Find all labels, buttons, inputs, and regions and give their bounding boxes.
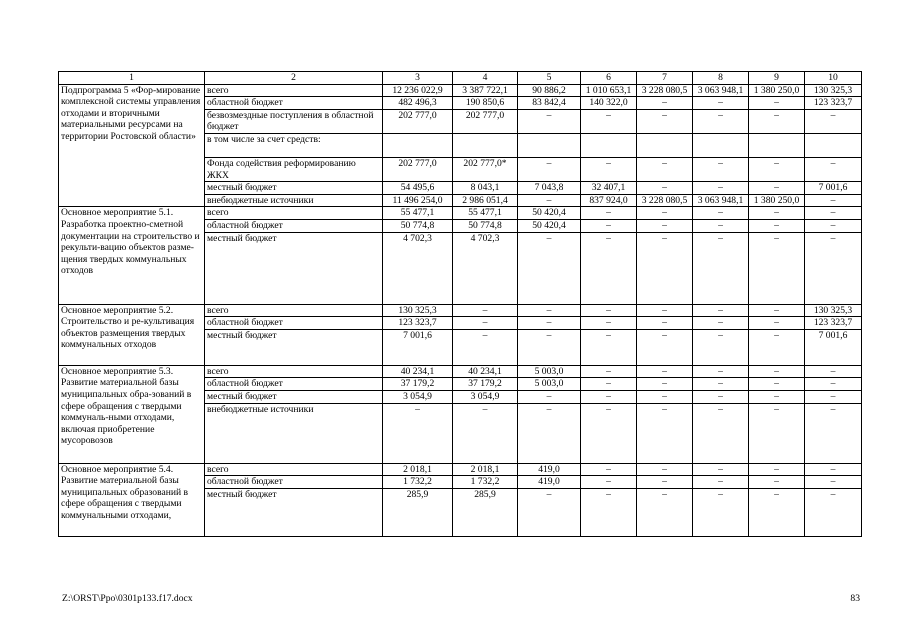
amount-cell: – <box>581 329 637 365</box>
amount-cell <box>637 133 693 157</box>
amount-cell: – <box>805 232 862 304</box>
amount-cell: – <box>749 476 805 489</box>
amount-cell: 202 777,0 <box>383 109 453 133</box>
amount-cell: – <box>693 109 749 133</box>
amount-cell: 123 323,7 <box>383 317 453 330</box>
program-title-cell: Основное мероприятие 5.4. Развитие материальной базы муниципальных образований в сфере обращения с твердыми коммунальными отходами, <box>59 463 205 536</box>
amount-cell: 285,9 <box>453 488 518 536</box>
funding-source-cell: местный бюджет <box>205 390 383 403</box>
amount-cell: – <box>518 390 581 403</box>
amount-cell: 12 236 022,9 <box>383 84 453 97</box>
table-row <box>59 304 862 317</box>
amount-cell: – <box>637 365 693 378</box>
amount-cell: – <box>518 329 581 365</box>
column-header: 10 <box>805 72 862 85</box>
amount-cell: 55 477,1 <box>453 207 518 220</box>
amount-cell: – <box>805 488 862 536</box>
table-row <box>59 207 862 220</box>
funding-source-cell: областной бюджет <box>205 317 383 330</box>
amount-cell: – <box>637 182 693 195</box>
column-header: 5 <box>518 72 581 85</box>
amount-cell: 32 407,1 <box>581 182 637 195</box>
amount-cell: 83 842,4 <box>518 97 581 110</box>
amount-cell: 3 063 948,1 <box>693 84 749 97</box>
amount-cell: – <box>805 390 862 403</box>
amount-cell: – <box>749 157 805 181</box>
amount-cell: 190 850,6 <box>453 97 518 110</box>
program-title-cell: Основное мероприятие 5.1. Разработка проектно-сметной документации на строительство и рекульти-вацию объектов разме-щения твердых коммунальных отходов <box>59 207 205 304</box>
amount-cell: – <box>581 390 637 403</box>
amount-cell: – <box>805 194 862 207</box>
funding-source-cell: всего <box>205 84 383 97</box>
amount-cell: – <box>749 219 805 232</box>
amount-cell: 482 496,3 <box>383 97 453 110</box>
amount-cell: 7 001,6 <box>805 182 862 195</box>
amount-cell: – <box>749 109 805 133</box>
amount-cell: – <box>518 304 581 317</box>
amount-cell <box>518 133 581 157</box>
funding-source-cell: всего <box>205 463 383 476</box>
amount-cell: 1 010 653,1 <box>581 84 637 97</box>
amount-cell: 1 380 250,0 <box>749 194 805 207</box>
amount-cell: 285,9 <box>383 488 453 536</box>
funding-source-cell: всего <box>205 304 383 317</box>
amount-cell: 90 886,2 <box>518 84 581 97</box>
amount-cell: – <box>693 476 749 489</box>
amount-cell: – <box>693 365 749 378</box>
amount-cell: 3 228 080,5 <box>637 84 693 97</box>
amount-cell: – <box>637 463 693 476</box>
funding-source-cell: областной бюджет <box>205 476 383 489</box>
amount-cell: – <box>693 232 749 304</box>
column-header: 6 <box>581 72 637 85</box>
amount-cell: 55 477,1 <box>383 207 453 220</box>
amount-cell: – <box>749 329 805 365</box>
amount-cell: – <box>581 317 637 330</box>
amount-cell: – <box>693 403 749 463</box>
amount-cell: 7 001,6 <box>383 329 453 365</box>
amount-cell: 130 325,3 <box>383 304 453 317</box>
amount-cell: 2 018,1 <box>453 463 518 476</box>
amount-cell: 7 001,6 <box>805 329 862 365</box>
amount-cell: – <box>518 403 581 463</box>
amount-cell: 140 322,0 <box>581 97 637 110</box>
amount-cell: 5 003,0 <box>518 365 581 378</box>
amount-cell: – <box>518 194 581 207</box>
amount-cell: – <box>581 403 637 463</box>
funding-source-cell: областной бюджет <box>205 97 383 110</box>
amount-cell: 3 063 948,1 <box>693 194 749 207</box>
amount-cell: – <box>805 207 862 220</box>
funding-source-cell: внебюджетные источники <box>205 403 383 463</box>
amount-cell: – <box>518 157 581 181</box>
amount-cell: – <box>749 304 805 317</box>
amount-cell: – <box>581 207 637 220</box>
amount-cell: – <box>637 304 693 317</box>
amount-cell: – <box>637 97 693 110</box>
amount-cell: – <box>637 378 693 391</box>
amount-cell: 50 420,4 <box>518 207 581 220</box>
amount-cell: – <box>581 463 637 476</box>
amount-cell: – <box>693 329 749 365</box>
amount-cell: 3 054,9 <box>383 390 453 403</box>
amount-cell: – <box>518 232 581 304</box>
amount-cell: – <box>581 219 637 232</box>
program-title-cell: Подпрограмма 5 «Фор-мирование комплексной системы управления отходами и вторичными материальными ресурсами на территории Ростовской области» <box>59 84 205 207</box>
funding-source-cell: всего <box>205 207 383 220</box>
amount-cell: 37 179,2 <box>453 378 518 391</box>
amount-cell: 37 179,2 <box>383 378 453 391</box>
amount-cell: – <box>805 476 862 489</box>
amount-cell: – <box>749 403 805 463</box>
amount-cell: 40 234,1 <box>453 365 518 378</box>
amount-cell: – <box>805 157 862 181</box>
column-header: 1 <box>59 72 205 85</box>
column-header: 9 <box>749 72 805 85</box>
amount-cell: 2 986 051,4 <box>453 194 518 207</box>
amount-cell: – <box>749 232 805 304</box>
amount-cell: – <box>749 390 805 403</box>
amount-cell: 202 777,0 <box>383 157 453 181</box>
amount-cell: 40 234,1 <box>383 365 453 378</box>
column-header: 3 <box>383 72 453 85</box>
amount-cell: – <box>749 207 805 220</box>
amount-cell: – <box>518 109 581 133</box>
program-title-cell: Основное мероприятие 5.3. Развитие материальной базы муниципальных обра-зований в сфере обращения с твердыми коммуналь-ными отходами, включая приобретение мусоровозов <box>59 365 205 463</box>
amount-cell: – <box>805 378 862 391</box>
amount-cell: 123 323,7 <box>805 97 862 110</box>
table-body <box>59 72 862 537</box>
amount-cell: – <box>637 207 693 220</box>
amount-cell: – <box>637 317 693 330</box>
funding-source-cell: в том числе за счет средств: <box>205 133 383 157</box>
amount-cell <box>581 133 637 157</box>
amount-cell: – <box>453 317 518 330</box>
amount-cell: – <box>637 232 693 304</box>
amount-cell: 50 774,8 <box>453 219 518 232</box>
amount-cell: – <box>453 403 518 463</box>
amount-cell: – <box>637 219 693 232</box>
amount-cell: 202 777,0 <box>453 109 518 133</box>
funding-source-cell: местный бюджет <box>205 182 383 195</box>
amount-cell: – <box>749 365 805 378</box>
amount-cell: – <box>693 219 749 232</box>
amount-cell: – <box>693 488 749 536</box>
amount-cell: – <box>637 403 693 463</box>
amount-cell: 130 325,3 <box>805 84 862 97</box>
amount-cell: 1 732,2 <box>453 476 518 489</box>
amount-cell: – <box>453 304 518 317</box>
amount-cell: – <box>693 378 749 391</box>
amount-cell: – <box>693 463 749 476</box>
amount-cell: – <box>637 476 693 489</box>
amount-cell: 1 732,2 <box>383 476 453 489</box>
amount-cell: 11 496 254,0 <box>383 194 453 207</box>
amount-cell: – <box>749 488 805 536</box>
table-row <box>59 84 862 97</box>
amount-cell: 202 777,0* <box>453 157 518 181</box>
amount-cell: – <box>637 109 693 133</box>
page-number: 83 <box>850 593 860 604</box>
funding-source-cell: местный бюджет <box>205 232 383 304</box>
amount-cell: – <box>637 157 693 181</box>
amount-cell <box>383 133 453 157</box>
amount-cell: 419,0 <box>518 463 581 476</box>
amount-cell: – <box>749 97 805 110</box>
column-header: 2 <box>205 72 383 85</box>
funding-source-cell: местный бюджет <box>205 329 383 365</box>
amount-cell: – <box>805 403 862 463</box>
amount-cell: – <box>749 182 805 195</box>
funding-source-cell: безвозмездные поступления в областной бюджет <box>205 109 383 133</box>
amount-cell: 419,0 <box>518 476 581 489</box>
amount-cell: 3 387 722,1 <box>453 84 518 97</box>
amount-cell: 123 323,7 <box>805 317 862 330</box>
amount-cell: – <box>693 182 749 195</box>
amount-cell: – <box>693 97 749 110</box>
amount-cell: – <box>693 304 749 317</box>
amount-cell: – <box>805 365 862 378</box>
table-row <box>59 463 862 476</box>
amount-cell: – <box>581 232 637 304</box>
funding-source-cell: внебюджетные источники <box>205 194 383 207</box>
column-header: 4 <box>453 72 518 85</box>
amount-cell: – <box>805 463 862 476</box>
amount-cell: 3 228 080,5 <box>637 194 693 207</box>
amount-cell: – <box>693 317 749 330</box>
amount-cell: – <box>581 157 637 181</box>
amount-cell: 8 043,1 <box>453 182 518 195</box>
amount-cell: – <box>637 488 693 536</box>
budget-table <box>58 71 862 537</box>
column-number-row <box>59 72 862 85</box>
amount-cell: – <box>693 207 749 220</box>
column-header: 8 <box>693 72 749 85</box>
amount-cell: – <box>518 317 581 330</box>
amount-cell: – <box>581 378 637 391</box>
amount-cell: – <box>693 390 749 403</box>
table-row <box>59 365 862 378</box>
amount-cell: 4 702,3 <box>453 232 518 304</box>
amount-cell: – <box>581 365 637 378</box>
funding-source-cell: областной бюджет <box>205 219 383 232</box>
amount-cell: 7 043,8 <box>518 182 581 195</box>
amount-cell: – <box>383 403 453 463</box>
footer-file-path: Z:\ORST\Ppo\0301p133.f17.docx <box>62 593 193 604</box>
amount-cell: 54 495,6 <box>383 182 453 195</box>
funding-source-cell: местный бюджет <box>205 488 383 536</box>
amount-cell: – <box>581 476 637 489</box>
amount-cell: – <box>581 304 637 317</box>
program-title-cell: Основное мероприятие 5.2. Строительство и ре-культивация объектов размещения твердых коммунальных отходов <box>59 304 205 365</box>
amount-cell: 130 325,3 <box>805 304 862 317</box>
amount-cell: 837 924,0 <box>581 194 637 207</box>
amount-cell: – <box>749 463 805 476</box>
amount-cell: – <box>581 488 637 536</box>
amount-cell: – <box>805 219 862 232</box>
amount-cell: 4 702,3 <box>383 232 453 304</box>
funding-source-cell: Фонда содействия реформированию ЖКХ <box>205 157 383 181</box>
amount-cell: – <box>805 109 862 133</box>
amount-cell <box>749 133 805 157</box>
amount-cell: – <box>693 157 749 181</box>
amount-cell: 2 018,1 <box>383 463 453 476</box>
amount-cell <box>693 133 749 157</box>
funding-source-cell: областной бюджет <box>205 378 383 391</box>
amount-cell: – <box>453 329 518 365</box>
column-header: 7 <box>637 72 693 85</box>
amount-cell: 5 003,0 <box>518 378 581 391</box>
amount-cell: 1 380 250,0 <box>749 84 805 97</box>
amount-cell: – <box>518 488 581 536</box>
amount-cell: – <box>637 329 693 365</box>
amount-cell: – <box>749 317 805 330</box>
amount-cell: 50 420,4 <box>518 219 581 232</box>
amount-cell: – <box>749 378 805 391</box>
amount-cell <box>805 133 862 157</box>
amount-cell: – <box>637 390 693 403</box>
amount-cell: 50 774,8 <box>383 219 453 232</box>
funding-source-cell: всего <box>205 365 383 378</box>
amount-cell <box>453 133 518 157</box>
amount-cell: 3 054,9 <box>453 390 518 403</box>
amount-cell: – <box>581 109 637 133</box>
